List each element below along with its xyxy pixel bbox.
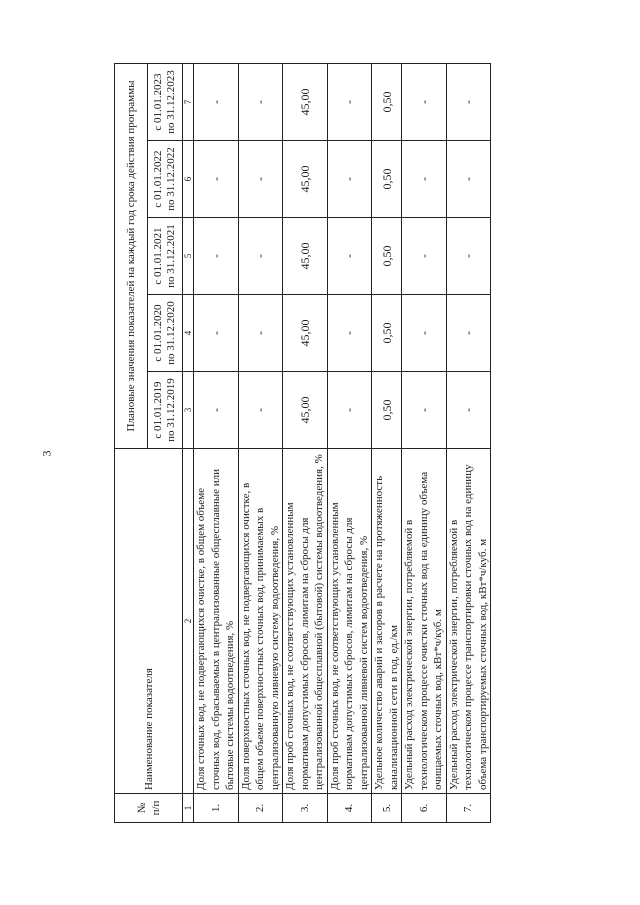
indicator-name: Доля поверхностных сточных вод, не подвергающихся очистке, в общем объеме поверхностных сточных вод, принимаемых в централизованную ливневую систему водоотведения, % [238, 449, 283, 794]
indicator-value: - [238, 141, 283, 218]
indicator-value: - [446, 295, 491, 372]
indicator-value: - [446, 218, 491, 295]
column-index: 4 [183, 295, 194, 372]
indicator-value: 45,00 [283, 295, 328, 372]
column-index: 2 [183, 449, 194, 794]
indicator-value: - [238, 64, 283, 141]
row-number: 4. [327, 794, 372, 823]
indicator-value: - [194, 372, 239, 449]
row-number: 7. [446, 794, 491, 823]
header-name: Наименование показателя [115, 449, 183, 794]
table-row [238, 64, 283, 823]
column-index: 1 [183, 794, 194, 823]
table-row [327, 64, 372, 823]
indicator-name: Доля проб сточных вод, не соответствующих установленным нормативам допустимых сбросов, лимитам на сбросы для централизованной ливневой систем водоотведения, % [327, 449, 372, 794]
column-index: 5 [183, 218, 194, 295]
header-period: с 01.01.2021 по 31.12.2021 [148, 218, 183, 295]
indicator-name: Удельное количество аварий и засоров в расчете на протяженность канализационной сети в год, ед./км [372, 449, 402, 794]
table-row [446, 64, 491, 823]
indicator-value: - [446, 372, 491, 449]
indicator-value: - [402, 64, 447, 141]
indicator-value: 45,00 [283, 372, 328, 449]
indicator-value: - [327, 141, 372, 218]
indicator-value: 45,00 [283, 141, 328, 218]
indicator-value: - [327, 295, 372, 372]
row-number: 1. [194, 794, 239, 823]
indicator-value: - [238, 372, 283, 449]
indicator-value: - [194, 218, 239, 295]
indicator-value: - [327, 64, 372, 141]
header-plan: Плановые значения показателей на каждый год срока действия программы [115, 64, 148, 449]
indicator-value: - [446, 64, 491, 141]
rotated-table-container [114, 63, 539, 823]
column-index: 3 [183, 372, 194, 449]
indicator-value: - [238, 295, 283, 372]
indicator-value: 45,00 [283, 218, 328, 295]
row-number: 5. [372, 794, 402, 823]
header-period: с 01.01.2022 по 31.12.2022 [148, 141, 183, 218]
header-period: с 01.01.2020 по 31.12.2020 [148, 295, 183, 372]
header-num: № п/п [115, 794, 183, 823]
row-number: 2. [238, 794, 283, 823]
indicator-value: - [402, 218, 447, 295]
indicator-value: - [446, 141, 491, 218]
row-number: 3. [283, 794, 328, 823]
page-number: 3 [39, 450, 54, 457]
column-index: 6 [183, 141, 194, 218]
indicator-name: Доля проб сточных вод, не соответствующих установленным нормативам допустимых сбросов, лимитам на сбросы для централизованной общесплавной (бытовой) системы водоотведения, % [283, 449, 328, 794]
table-row [283, 64, 328, 823]
indicator-value: - [402, 295, 447, 372]
indicator-name: Удельный расход электрической энергии, потребляемой в технологическом процессе транспортировки сточных вод на единицу объема транспортируемых сточных вод, кВт*ч/куб. м [446, 449, 491, 794]
indicators-table [114, 63, 491, 823]
indicator-name: Доля сточных вод, не подвергающихся очистке, в общем объеме сточных вод, сбрасываемых в централизованные общесплавные или бытовые системы водоотведения, % [194, 449, 239, 794]
header-period: с 01.01.2023 по 31.12.2023 [148, 64, 183, 141]
table-row [402, 64, 447, 823]
indicator-value: - [194, 295, 239, 372]
row-number: 6. [402, 794, 447, 823]
indicator-value: - [327, 218, 372, 295]
indicator-value: 0,50 [372, 141, 402, 218]
indicator-value: 0,50 [372, 372, 402, 449]
indicator-value: 0,50 [372, 64, 402, 141]
table-row [372, 64, 402, 823]
indicator-value: 0,50 [372, 295, 402, 372]
indicator-value: 0,50 [372, 218, 402, 295]
indicator-value: - [402, 141, 447, 218]
column-index: 7 [183, 64, 194, 141]
indicator-value: - [194, 64, 239, 141]
indicator-name: Удельный расход электрической энергии, потребляемой в технологическом процессе очистки сточных вод на единицу объема очищаемых сточных вод, кВт*ч/куб. м [402, 449, 447, 794]
indicator-value: - [194, 141, 239, 218]
indicator-value: - [327, 372, 372, 449]
table-row [194, 64, 239, 823]
column-index-row [183, 64, 194, 823]
indicator-value: - [238, 218, 283, 295]
indicator-value: 45,00 [283, 64, 328, 141]
indicator-value: - [402, 372, 447, 449]
header-period: с 01.01.2019 по 31.12.2019 [148, 372, 183, 449]
